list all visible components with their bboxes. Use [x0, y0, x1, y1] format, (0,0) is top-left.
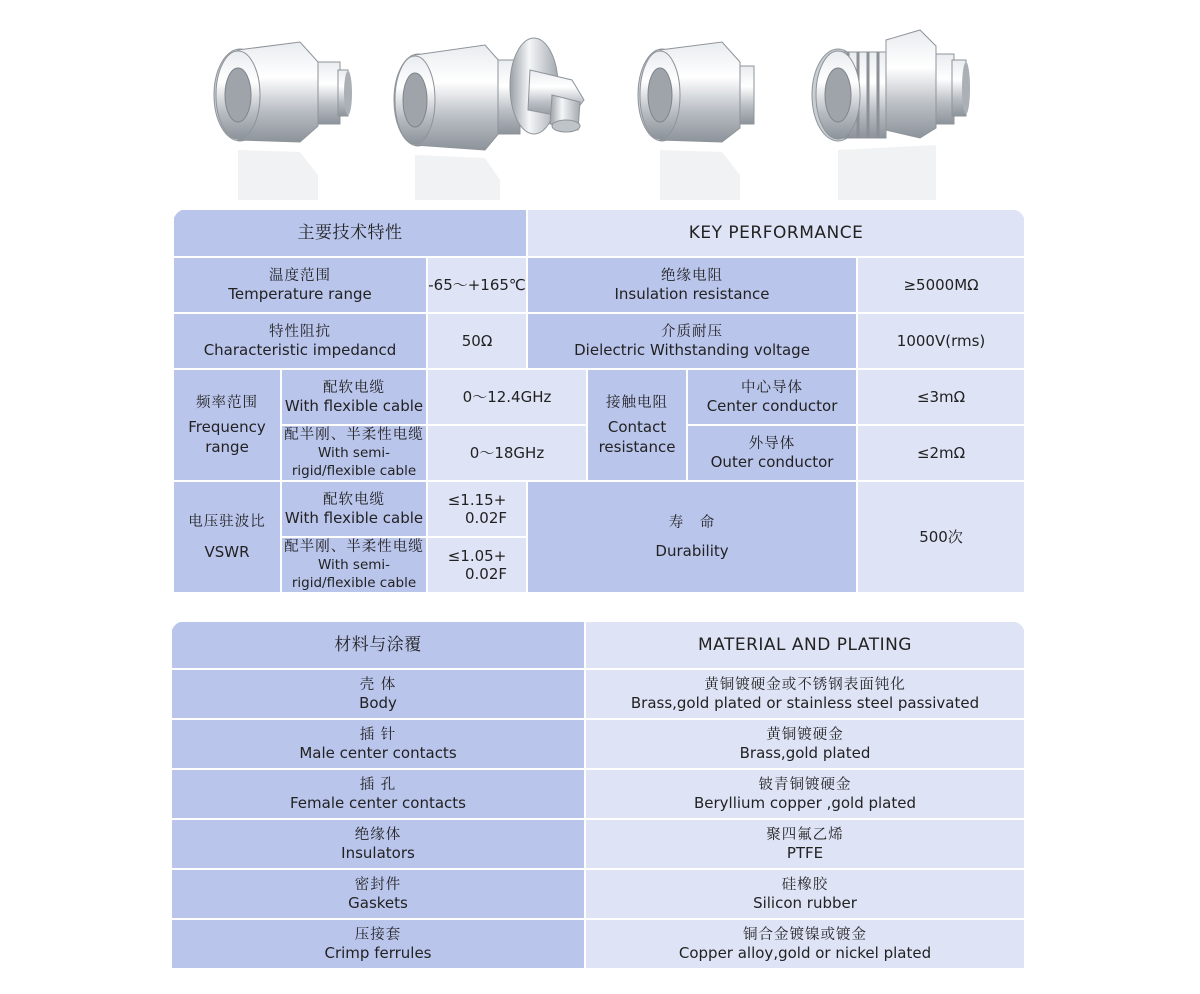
- insulation-value: ≥5000MΩ: [857, 257, 1025, 313]
- dielectric-value: 1000V(rms): [857, 313, 1025, 369]
- straight-plug-connector-short: [638, 42, 754, 200]
- vswr-semi-value: ≤1.05+ 0.02F: [427, 537, 527, 593]
- right-angle-plug-connector: [394, 38, 584, 200]
- key-performance-table: [172, 208, 1026, 594]
- insulation-label: 绝缘电阻 Insulation resistance: [527, 257, 857, 313]
- frequency-flex-value: 0～12.4GHz: [427, 369, 587, 425]
- durability-label: 寿 命 Durability: [527, 481, 857, 593]
- outer-conductor-value: ≤2mΩ: [857, 425, 1025, 481]
- vswr-flex-label: 配软电缆 With flexible cable: [281, 481, 427, 537]
- connector-illustrations: [0, 0, 1200, 205]
- material-spec: 铍青铜镀硬金 Beryllium copper ,gold plated: [585, 769, 1025, 819]
- frequency-semi-label: 配半刚、半柔性电缆 With semi-rigid/flexible cable: [281, 425, 427, 481]
- vswr-semi-label: 配半刚、半柔性电缆 With semi-rigid/flexible cable: [281, 537, 427, 593]
- material-part: 插 孔 Female center contacts: [171, 769, 585, 819]
- contact-resistance-label: 接触电阻 Contact resistance: [587, 369, 687, 481]
- performance-header-cn: 主要技术特性: [173, 209, 527, 257]
- table-row: [171, 669, 1025, 719]
- material-header-cn: 材料与涂覆: [171, 621, 585, 669]
- table-row: [171, 819, 1025, 869]
- frequency-flex-label: 配软电缆 With flexible cable: [281, 369, 427, 425]
- material-spec: 黄铜镀硬金 Brass,gold plated: [585, 719, 1025, 769]
- table-row: [171, 919, 1025, 969]
- material-part: 压接套 Crimp ferrules: [171, 919, 585, 969]
- straight-plug-connector: [214, 42, 352, 200]
- table-row: [171, 769, 1025, 819]
- frequency-label: 频率范围 Frequency range: [173, 369, 281, 481]
- impedance-value: 50Ω: [427, 313, 527, 369]
- material-part: 密封件 Gaskets: [171, 869, 585, 919]
- material-part: 插 针 Male center contacts: [171, 719, 585, 769]
- table-row: [171, 869, 1025, 919]
- performance-header-en: KEY PERFORMANCE: [527, 209, 1025, 257]
- center-conductor-label: 中心导体 Center conductor: [687, 369, 857, 425]
- material-spec: 铜合金镀镍或镀金 Copper alloy,gold or nickel plated: [585, 919, 1025, 969]
- material-spec: 黄铜镀硬金或不锈钢表面钝化 Brass,gold plated or stainless steel passivated: [585, 669, 1025, 719]
- temperature-value: -65～+165℃: [427, 257, 527, 313]
- vswr-flex-value: ≤1.15+ 0.02F: [427, 481, 527, 537]
- outer-conductor-label: 外导体 Outer conductor: [687, 425, 857, 481]
- material-part: 绝缘体 Insulators: [171, 819, 585, 869]
- threaded-jack-connector: [812, 30, 970, 200]
- dielectric-label: 介质耐压 Dielectric Withstanding voltage: [527, 313, 857, 369]
- center-conductor-value: ≤3mΩ: [857, 369, 1025, 425]
- temperature-label: 温度范围 Temperature range: [173, 257, 427, 313]
- material-spec: 硅橡胶 Silicon rubber: [585, 869, 1025, 919]
- frequency-semi-value: 0～18GHz: [427, 425, 587, 481]
- impedance-label: 特性阻抗 Characteristic impedancd: [173, 313, 427, 369]
- material-part: 壳 体 Body: [171, 669, 585, 719]
- table-row: [171, 719, 1025, 769]
- product-images: [0, 0, 1200, 205]
- material-spec: 聚四氟乙烯 PTFE: [585, 819, 1025, 869]
- durability-value: 500次: [857, 481, 1025, 593]
- material-header-en: MATERIAL AND PLATING: [585, 621, 1025, 669]
- material-plating-table: [170, 620, 1026, 970]
- vswr-label: 电压驻波比 VSWR: [173, 481, 281, 593]
